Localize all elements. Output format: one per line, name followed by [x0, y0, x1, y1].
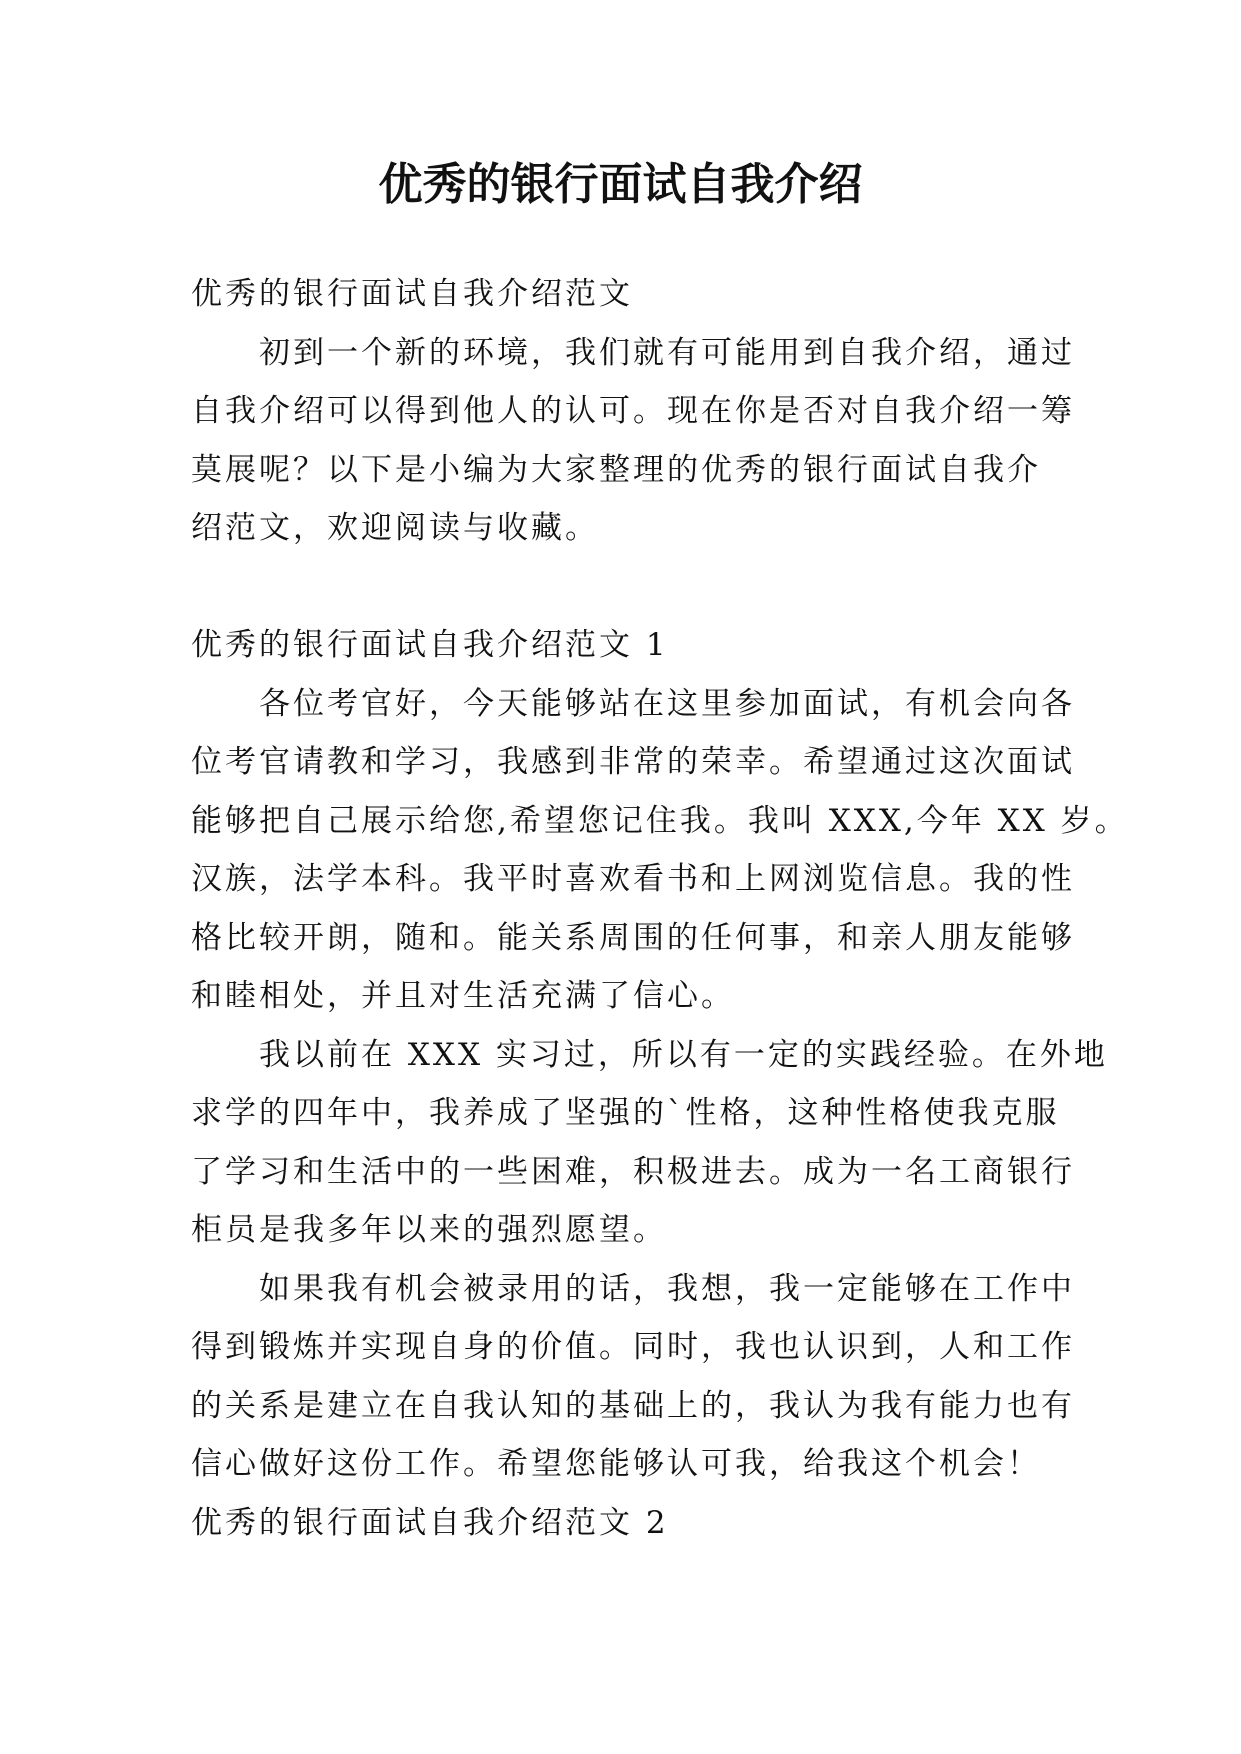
paragraph-line: 信心做好这份工作。希望您能够认可我，给我这个机会！	[191, 1446, 1041, 1482]
paragraph-line: 和睦相处，并且对生活充满了信心。	[191, 978, 735, 1014]
paragraph-line: 能够把自己展示给您,希望您记住我。我叫 XXX,今年 XX 岁。	[191, 802, 1129, 839]
document-title: 优秀的银行面试自我介绍	[378, 159, 863, 210]
paragraph-line: 位考官请教和学习，我感到非常的荣幸。希望通过这次面试	[191, 744, 1075, 780]
paragraph-line: 各位考官好，今天能够站在这里参加面试，有机会向各	[259, 685, 1075, 722]
paragraph-line: 绍范文，欢迎阅读与收藏。	[191, 510, 599, 546]
intro-paragraph	[191, 324, 1075, 558]
paragraph-line: 我以前在 XXX 实习过，所以有一定的实践经验。在外地	[259, 1036, 1108, 1073]
section1-paragraph-2	[191, 1026, 1108, 1260]
paragraph-line: 汉族，法学本科。我平时喜欢看书和上网浏览信息。我的性	[191, 861, 1075, 897]
paragraph-line: 自我介绍可以得到他人的认可。现在你是否对自我介绍一筹	[191, 393, 1075, 429]
paragraph-line: 了学习和生活中的一些困难，积极进去。成为一名工商银行	[191, 1153, 1075, 1190]
section2-heading: 优秀的银行面试自我介绍范文 2	[191, 1504, 669, 1541]
section-gap	[191, 558, 1071, 617]
paragraph-line: 的关系是建立在自我认知的基础上的，我认为我有能力也有	[191, 1387, 1075, 1424]
paragraph-line: 求学的四年中，我养成了坚强的`性格，这种性格使我克服	[191, 1095, 1060, 1131]
paragraph-line: 柜员是我多年以来的强烈愿望。	[191, 1212, 667, 1248]
paragraph-line: 如果我有机会被录用的话，我想，我一定能够在工作中	[259, 1270, 1075, 1307]
intro-heading: 优秀的银行面试自我介绍范文	[191, 276, 633, 312]
paragraph-line: 得到锻炼并实现自身的价值。同时，我也认识到，人和工作	[191, 1329, 1075, 1365]
paragraph-line: 初到一个新的环境，我们就有可能用到自我介绍，通过	[259, 334, 1075, 371]
section1-paragraph-1	[191, 675, 1129, 1026]
paragraph-line: 莫展呢？以下是小编为大家整理的优秀的银行面试自我介	[191, 451, 1041, 488]
section1-heading: 优秀的银行面试自我介绍范文 1	[191, 627, 669, 663]
document-body	[191, 265, 1129, 1552]
section1-paragraph-3	[191, 1260, 1075, 1494]
paragraph-line: 格比较开朗，随和。能关系周围的任何事，和亲人朋友能够	[191, 919, 1075, 956]
